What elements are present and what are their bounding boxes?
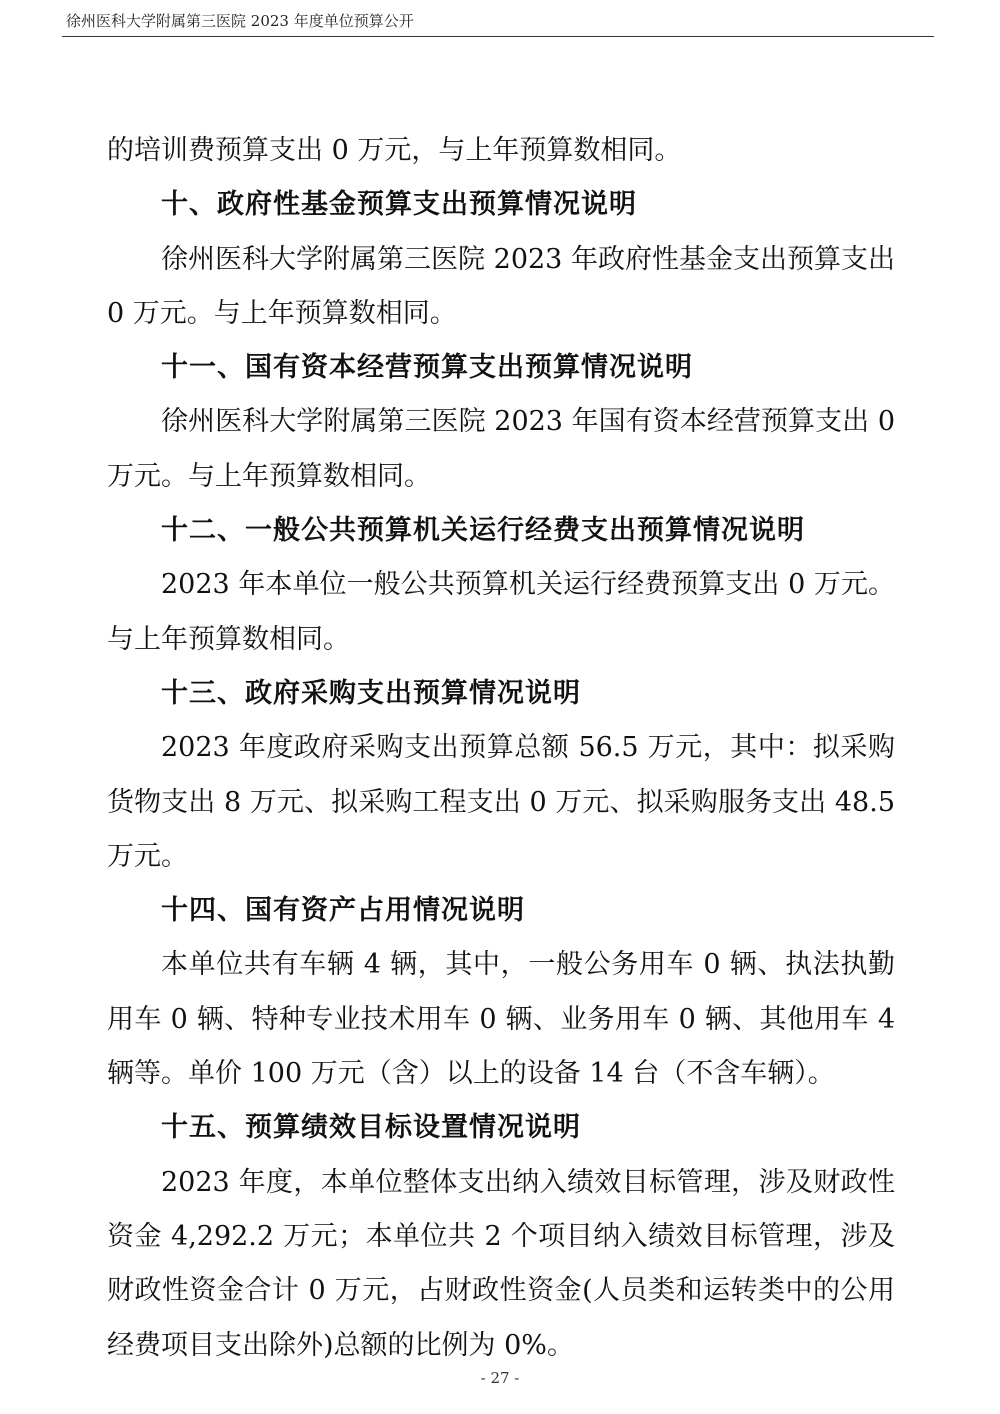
paragraph-operating-expense: 2023 年本单位一般公共预算机关运行经费预算支出 0 万元。与上年预算数相同。 [107, 569, 895, 655]
continued-paragraph: 的培训费预算支出 0 万元，与上年预算数相同。 [107, 135, 682, 166]
paragraph-state-capital: 徐州医科大学附属第三医院 2023 年国有资本经营预算支出 0 万元。与上年预算数相同。 [107, 406, 895, 492]
running-header: 徐州医科大学附属第三医院 2023 年度单位预算公开 [66, 12, 414, 30]
section-heading-10: 十、政府性基金预算支出预算情况说明 [161, 189, 637, 221]
section-heading-14: 十四、国有资产占用情况说明 [161, 895, 525, 927]
document-body [107, 124, 895, 1373]
page-number: - 27 - [480, 1369, 520, 1387]
section-heading-11: 十一、国有资本经营预算支出预算情况说明 [161, 352, 693, 384]
section-heading-13: 十三、政府采购支出预算情况说明 [161, 677, 581, 709]
paragraph-procurement: 2023 年度政府采购支出预算总额 56.5 万元，其中：拟采购货物支出 8 万元、拟采购工程支出 0 万元、拟采购服务支出 48.5 万元。 [107, 732, 895, 872]
paragraph-state-assets: 本单位共有车辆 4 辆，其中，一般公务用车 0 辆、执法执勤用车 0 辆、特种专业技术用车 0 辆、业务用车 0 辆、其他用车 4 辆等。单价 100 万元（含）以上的设备 14 台（不含车辆）。 [107, 949, 895, 1090]
paragraph-performance-goals: 2023 年度，本单位整体支出纳入绩效目标管理，涉及财政性资金 4,292.2 万元；本单位共 2 个项目纳入绩效目标管理，涉及财政性资金合计 0 万元，占财政性资金(人员类和运转类中的公用经费项目支出除外)总额的比例为 0%。 [107, 1166, 895, 1361]
paragraph-government-fund: 徐州医科大学附属第三医院 2023 年政府性基金支出预算支出 0 万元。与上年预算数相同。 [107, 243, 895, 329]
section-heading-15: 十五、预算绩效目标设置情况说明 [161, 1112, 581, 1144]
section-heading-12: 十二、一般公共预算机关运行经费支出预算情况说明 [161, 515, 805, 547]
header-divider [62, 36, 934, 37]
